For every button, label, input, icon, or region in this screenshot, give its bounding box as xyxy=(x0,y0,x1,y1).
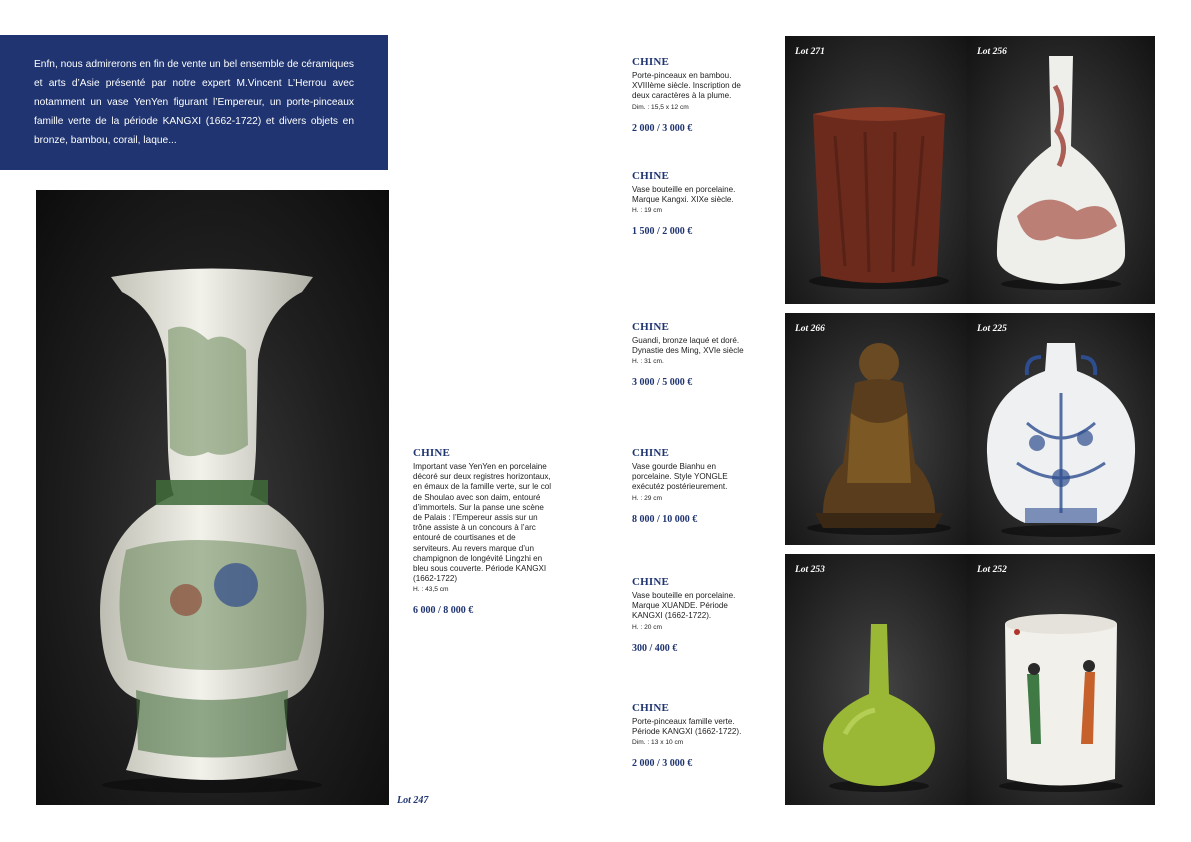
entry-dims: H. : 31 cm. xyxy=(632,358,664,366)
main-lot-entry xyxy=(413,447,553,616)
thumb-lot-label: Lot 271 xyxy=(795,47,825,57)
entry-description: Vase gourde Bianhu en porcelaine. Style YONGLE exécutéz postérieurement. xyxy=(632,462,728,492)
main-lot-country: CHINE xyxy=(413,447,451,459)
entry-description: Vase bouteille en porcelaine. Marque XUANDE. Période KANGXI (1662-1722). xyxy=(632,591,736,621)
lot-entry-253 xyxy=(632,576,752,654)
bottle-vase-red-illustration xyxy=(967,36,1155,304)
entry-price: 2 000 / 3 000 € xyxy=(632,758,693,770)
entry-description: Porte-pinceaux en bambou. XVIIIème siècle. Inscription de deux caractères à la plume. xyxy=(632,71,741,101)
entry-dims: H. : 19 cm xyxy=(632,207,663,215)
thumb-lot-label: Lot 266 xyxy=(795,324,825,334)
bamboo-brushpot-illustration xyxy=(785,36,973,304)
intro-text: Enfn, nous admirerons en fin de vente un bel ensemble de céramiques et arts d’Asie présenté par notre expert M.Vincent L’Herrou avec notamment un vase YenYen figurant l’Empereur, un porte-pinceaux famille verte de la période KANGXI (1662-1722) et divers objets en bronze, bambou, corail, laque... xyxy=(34,59,354,146)
lot-entry-225 xyxy=(632,447,752,525)
entry-price: 300 / 400 € xyxy=(632,642,678,654)
entry-dims: Dim. : 13 x 10 cm xyxy=(632,739,684,747)
thumb-lot-label: Lot 253 xyxy=(795,565,825,575)
entry-price: 2 000 / 3 000 € xyxy=(632,122,693,134)
thumb-lot-266 xyxy=(785,313,973,545)
lot-entry-252 xyxy=(632,702,752,769)
entry-country: CHINE xyxy=(632,702,670,714)
thumb-lot-225 xyxy=(967,313,1155,545)
thumb-lot-256 xyxy=(967,36,1155,304)
main-lot-price: 6 000 / 8 000 € xyxy=(413,605,474,617)
thumb-lot-271 xyxy=(785,36,973,304)
lot-entry-271 xyxy=(632,56,752,134)
main-lot-dims: H. : 43,5 cm xyxy=(413,586,449,594)
lot-entry-256 xyxy=(632,170,752,237)
guandi-bronze-illustration xyxy=(785,313,973,545)
entry-description: Guandi, bronze laqué et doré. Dynastie des Ming, XVIe siècle xyxy=(632,336,744,356)
green-bottle-vase-illustration xyxy=(785,554,973,805)
thumb-lot-252 xyxy=(967,554,1155,805)
thumb-lot-label: Lot 225 xyxy=(977,324,1007,334)
thumb-lot-label: Lot 256 xyxy=(977,47,1007,57)
entry-country: CHINE xyxy=(632,447,670,459)
entry-price: 1 500 / 2 000 € xyxy=(632,226,693,238)
thumb-lot-253 xyxy=(785,554,973,805)
entry-price: 8 000 / 10 000 € xyxy=(632,513,698,525)
main-lot-label: Lot 247 xyxy=(397,795,429,806)
entry-description: Vase bouteille en porcelaine. Marque Kangxi. XIXe siècle. xyxy=(632,185,736,205)
entry-dims: H. : 20 cm xyxy=(632,623,663,631)
entry-price: 3 000 / 5 000 € xyxy=(632,377,693,389)
entry-dims: H. : 29 cm xyxy=(632,494,663,502)
main-lot-description: Important vase YenYen en porcelaine décoré sur deux registres horizontaux, en émaux de la famille verte, sur le col de Shoulao avec son daim, entouré d’immortels. Sur la panse une scène de Palais : l’Empereur assis sur un trône assiste à un concours à l’arc entouré de courtisanes et de serviteurs. Au revers marque d’un champignon de longévité Lingzhi en bleu sous couverte. Période KANGXI (1662-1722) xyxy=(413,462,552,584)
famille-verte-brushpot-illustration xyxy=(967,554,1155,805)
moonflask-blue-white-illustration xyxy=(967,313,1155,545)
entry-country: CHINE xyxy=(632,56,670,68)
entry-dims: Dim. : 15,5 x 12 cm xyxy=(632,103,689,111)
main-lot-photo xyxy=(36,190,389,805)
yenyen-vase-illustration xyxy=(36,190,389,805)
thumb-lot-label: Lot 252 xyxy=(977,565,1007,575)
entry-country: CHINE xyxy=(632,170,670,182)
intro-banner xyxy=(0,35,388,170)
lot-entry-266 xyxy=(632,321,752,388)
entry-country: CHINE xyxy=(632,321,670,333)
entry-description: Porte-pinceaux famille verte. Période KANGXI (1662-1722). xyxy=(632,717,742,737)
entry-country: CHINE xyxy=(632,576,670,588)
